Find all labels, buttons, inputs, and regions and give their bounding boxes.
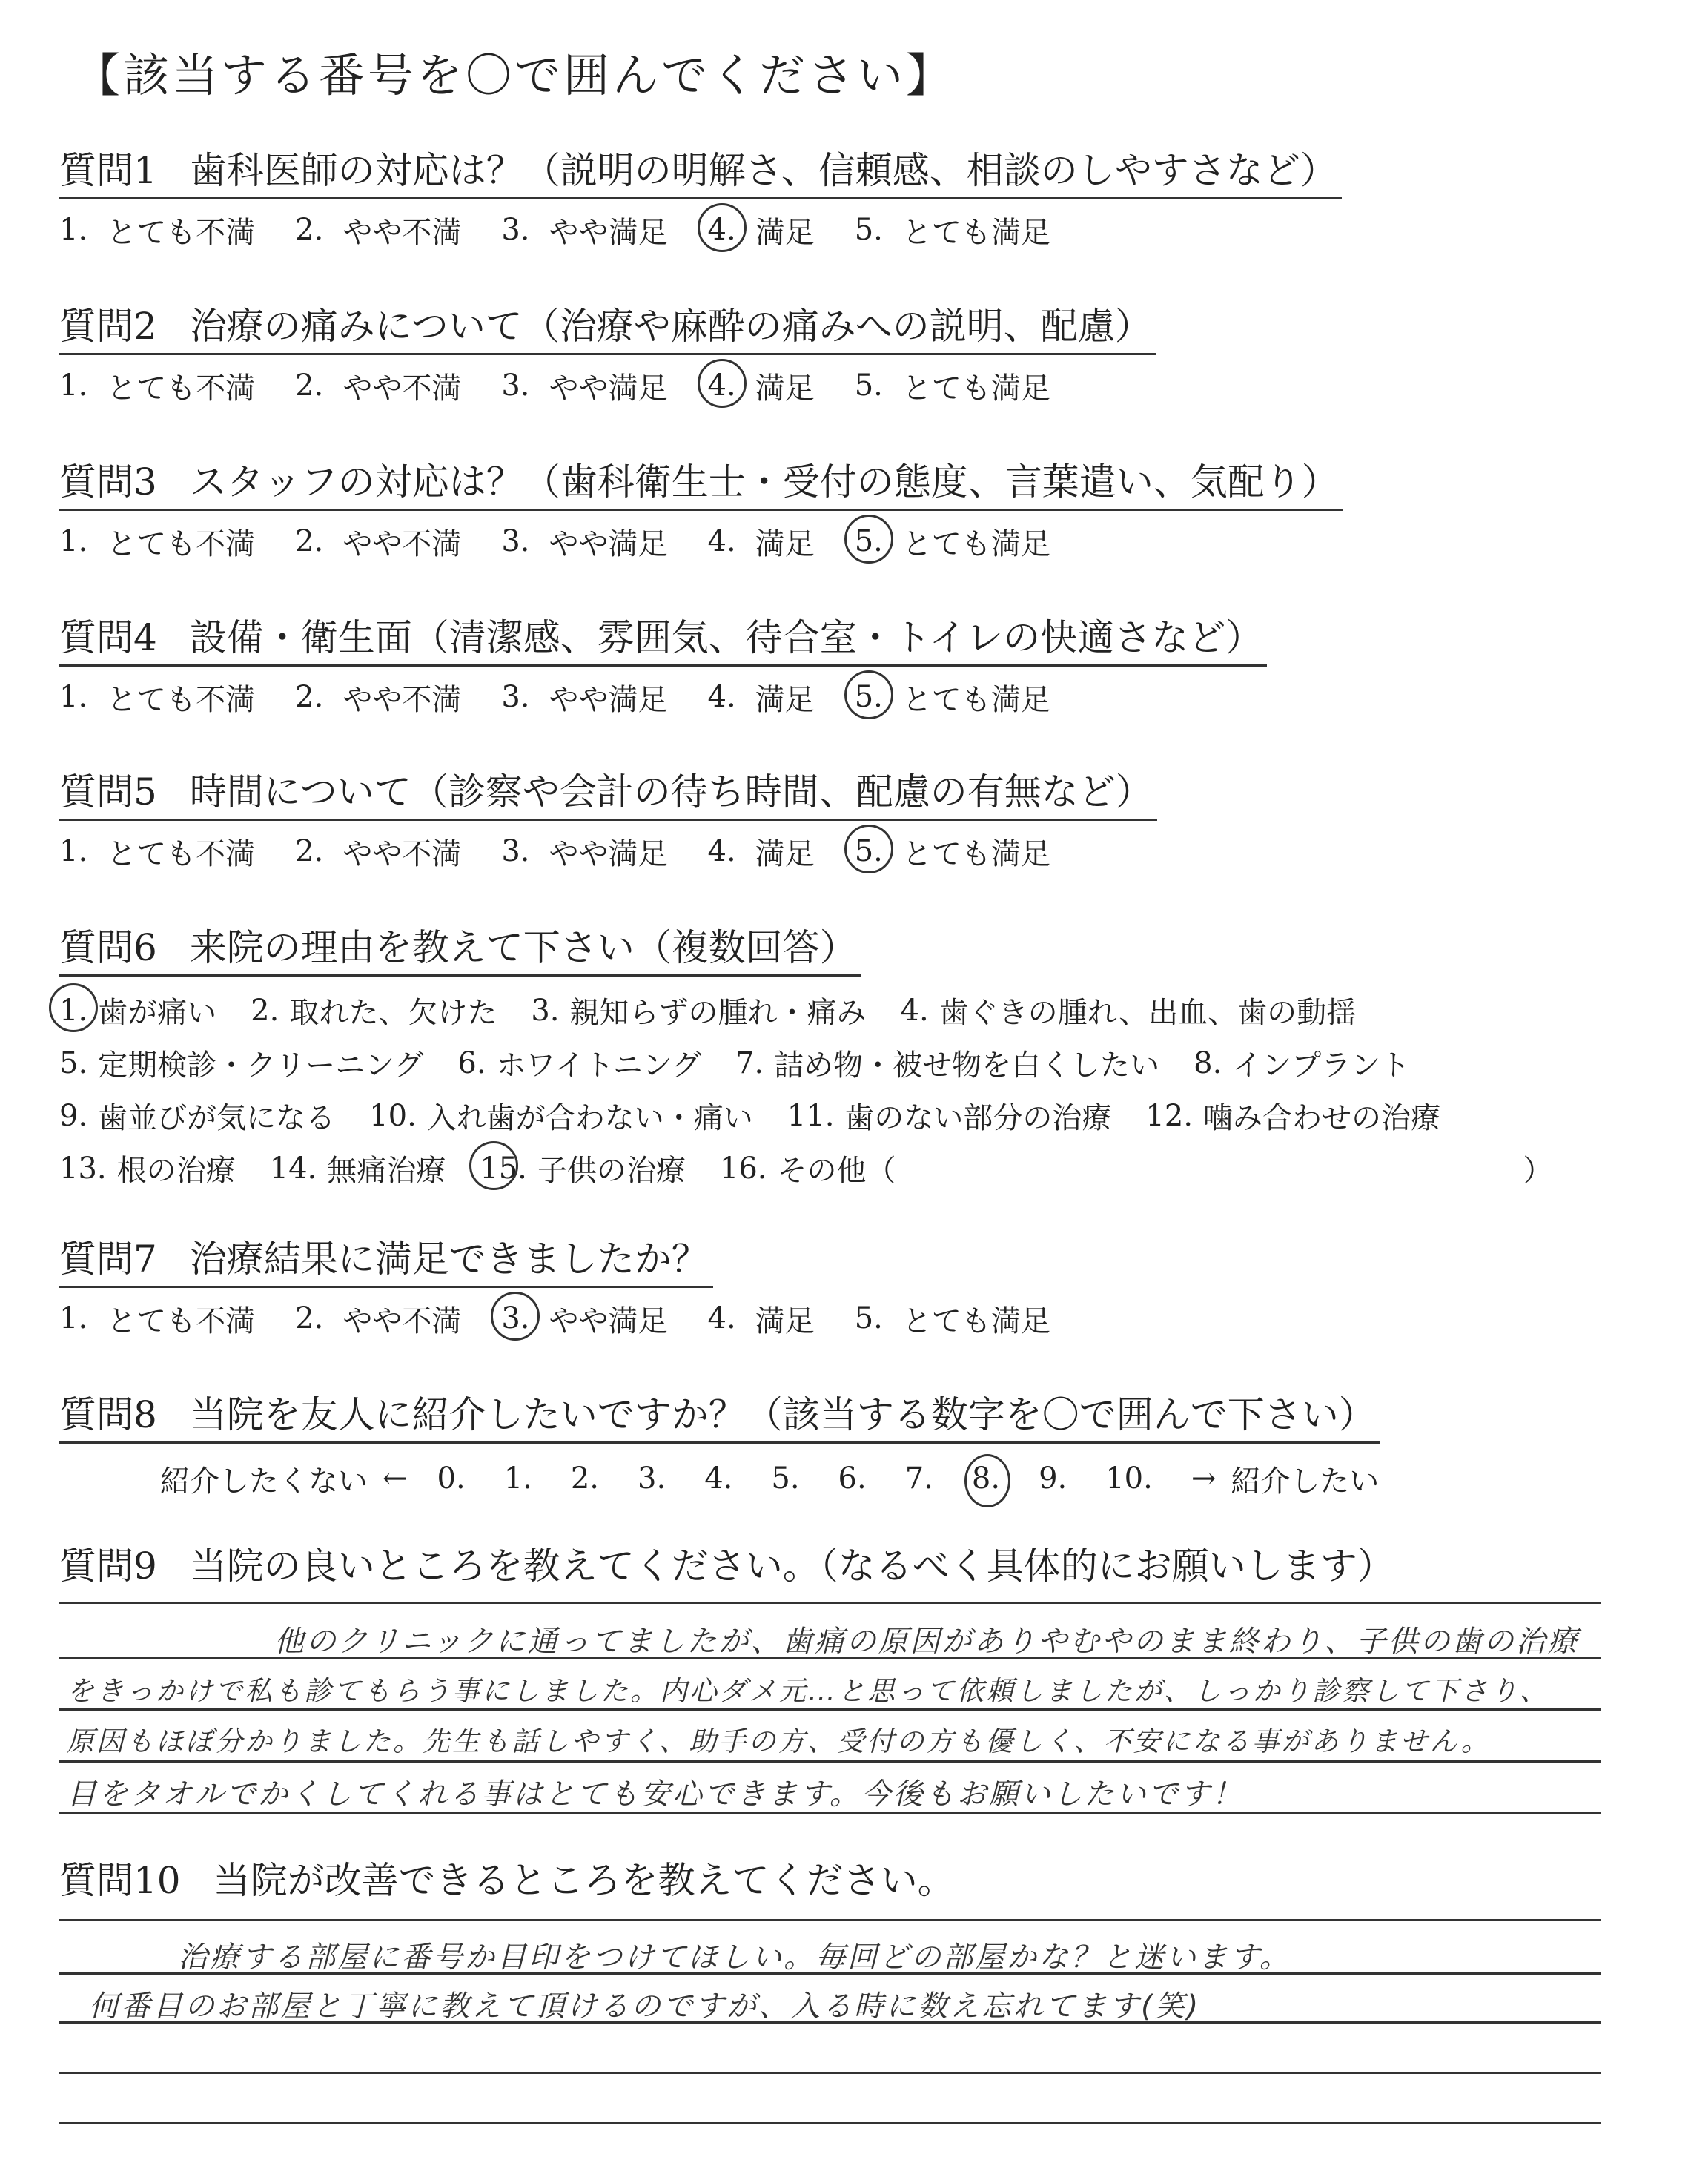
option-label: 満足 <box>755 526 815 561</box>
question-heading <box>59 918 861 977</box>
reason-option[interactable] <box>457 1042 701 1084</box>
question-text: 歯科医師の対応は？（説明の明解さ、信頼感、相談のしやすさなど） <box>189 149 1337 192</box>
option-number: 9. <box>59 1098 88 1133</box>
option-label: インプラント <box>1232 1048 1411 1083</box>
question-number: 質問2 <box>59 305 157 348</box>
option-label: とても不満 <box>107 682 256 717</box>
reason-option[interactable] <box>59 989 216 1031</box>
reason-option[interactable] <box>369 1094 753 1137</box>
reason-option[interactable] <box>1145 1094 1440 1137</box>
answer-option[interactable] <box>708 1298 815 1340</box>
option-label: とても満足 <box>901 682 1050 717</box>
answer-option[interactable] <box>708 676 815 719</box>
answer-option[interactable] <box>855 521 1050 563</box>
option-label: 親知らずの腫れ・痛み <box>569 996 867 1030</box>
option-label: とても不満 <box>107 526 256 561</box>
answer-option[interactable] <box>855 1298 1050 1340</box>
option-label: 根の治療 <box>116 1154 236 1188</box>
option-number: 2. <box>251 993 279 1028</box>
handwritten-answer-line: 原因もほぼ分かりました。先生も話しやすく、助手の方、受付の方も優しく、不安になる事がありません。 <box>67 1725 1491 1757</box>
question-heading <box>59 452 1343 511</box>
reason-option[interactable] <box>531 989 866 1031</box>
option-number: 7. <box>735 1046 764 1080</box>
answer-option[interactable] <box>501 1298 667 1340</box>
reason-option[interactable] <box>270 1147 446 1189</box>
reason-list <box>59 984 1553 1195</box>
option-label: とても満足 <box>901 526 1050 561</box>
option-number: 3. <box>501 680 530 714</box>
reason-row <box>59 984 1553 1037</box>
option-label: 満足 <box>755 215 815 250</box>
option-label: 入れ歯が合わない・痛い <box>426 1101 753 1135</box>
question-text: 当院の良いところを教えてください。（なるべく具体的にお願いします） <box>189 1545 1394 1588</box>
ruled-line <box>59 1708 1601 1711</box>
option-number: 3. <box>501 213 530 247</box>
option-label: 満足 <box>755 1304 815 1338</box>
handwritten-answer-line: 治療する部屋に番号か目印をつけてほしい。毎回どの部屋かな？と迷います。 <box>178 1941 1291 1975</box>
option-number: 3. <box>501 1301 530 1335</box>
question-text: 時間について（診察や会計の待ち時間、配慮の有無など） <box>189 770 1153 813</box>
question-number: 質問6 <box>59 926 157 969</box>
option-label: 詰め物・被せ物を白くしたい <box>774 1048 1160 1083</box>
option-label: とても不満 <box>107 371 256 406</box>
option-number: 4. <box>707 834 736 868</box>
option-label: とても満足 <box>901 1304 1050 1338</box>
handwritten-answer-line: 何番目のお部屋と丁寧に教えて頂けるのですが、入る時に数え忘れてます(笑) <box>89 1989 1201 2024</box>
option-label: やや不満 <box>342 836 462 871</box>
answer-options <box>59 828 1157 874</box>
option-number: 5. <box>854 369 883 403</box>
reason-option[interactable] <box>59 1147 236 1189</box>
option-label: やや不満 <box>342 682 462 717</box>
question-2 <box>59 297 1156 409</box>
reason-row <box>59 1142 1553 1195</box>
option-label: 無痛治療 <box>327 1154 446 1188</box>
question-number: 質問9 <box>59 1545 157 1588</box>
option-number: 12. <box>1145 1098 1194 1133</box>
question-number: 質問8 <box>59 1393 157 1436</box>
answer-option[interactable] <box>59 676 255 719</box>
option-number: 1. <box>59 213 88 247</box>
option-label: 子供の治療 <box>537 1154 686 1188</box>
option-number: 14. <box>269 1151 317 1186</box>
option-label: 歯のない部分の治療 <box>844 1101 1112 1135</box>
question-number: 質問3 <box>59 460 157 503</box>
question-3 <box>59 452 1343 564</box>
option-number: 11. <box>787 1098 835 1133</box>
option-number: 5. <box>854 524 883 558</box>
question-8 <box>59 1385 1380 1503</box>
option-label: 満足 <box>755 836 815 871</box>
option-number: 5. <box>854 213 883 247</box>
option-number: 1. <box>59 993 88 1028</box>
question-text: 当院を友人に紹介したいですか？（該当する数字を〇で囲んで下さい） <box>189 1393 1376 1436</box>
reason-row <box>59 1089 1553 1142</box>
reason-option[interactable] <box>251 989 497 1031</box>
left-arrow-icon: ← <box>383 1462 408 1496</box>
ruled-line <box>59 1919 1601 1921</box>
answer-option[interactable] <box>295 209 461 251</box>
scale-option[interactable]: 4. <box>704 1462 733 1496</box>
answer-options <box>59 1295 1090 1341</box>
ruled-line <box>59 1602 1601 1604</box>
question-heading <box>59 1229 713 1288</box>
option-number: 2. <box>295 213 324 247</box>
question-number: 質問7 <box>59 1238 157 1281</box>
answer-option[interactable] <box>708 365 815 407</box>
option-label: やや満足 <box>549 836 668 871</box>
answer-option[interactable] <box>855 365 1050 407</box>
option-number: 5. <box>59 1046 88 1080</box>
question-text: 設備・衛生面（清潔感、雰囲気、待合室・トイレの快適さなど） <box>189 616 1263 659</box>
answer-option[interactable] <box>59 521 255 563</box>
option-number: 15. <box>480 1151 527 1186</box>
reason-option[interactable] <box>901 989 1357 1031</box>
question-heading <box>59 141 1342 199</box>
handwritten-answer-line: をきっかけで私も診てもらう事にしました。内心ダメ元…と思って依頼しましたが、しっかり診察して下さり、 <box>67 1675 1549 1707</box>
reason-option[interactable] <box>1194 1042 1410 1084</box>
option-number: 4. <box>707 213 736 247</box>
question-heading <box>59 1536 1399 1593</box>
option-label: 歯並びが気になる <box>98 1101 336 1135</box>
option-number: 1. <box>59 1301 88 1335</box>
question-text: 治療結果に満足できましたか？ <box>189 1238 709 1281</box>
option-label: やや不満 <box>342 1304 462 1338</box>
scale-option[interactable]: 6. <box>838 1462 867 1496</box>
question-5 <box>59 762 1157 874</box>
handwritten-answer-line: 目をタオルでかくしてくれる事はとても安心できます。今後もお願いしたいです！ <box>67 1777 1244 1811</box>
question-heading <box>59 297 1156 355</box>
answer-option[interactable] <box>501 365 667 407</box>
answer-option[interactable] <box>855 830 1050 873</box>
page-title: 【該当する番号を〇で囲んでください】 <box>74 48 956 102</box>
answer-options <box>59 674 1267 720</box>
answer-option[interactable] <box>295 365 461 407</box>
answer-option[interactable] <box>59 365 255 407</box>
question-number: 質問10 <box>59 1859 181 1902</box>
option-label: とても不満 <box>107 215 256 250</box>
option-number: 3. <box>531 993 560 1028</box>
question-number: 質問1 <box>59 149 157 192</box>
option-label: やや満足 <box>549 1304 668 1338</box>
question-number: 質問5 <box>59 770 157 813</box>
option-number: 4. <box>707 680 736 714</box>
ruled-line <box>59 2122 1601 2124</box>
option-number: 16. <box>719 1151 767 1186</box>
question-text: 来院の理由を教えて下さい（複数回答） <box>189 926 857 969</box>
option-number: 3. <box>501 369 530 403</box>
scale-right-label: 紹介したい <box>1231 1464 1380 1499</box>
option-number: 1. <box>59 680 88 714</box>
answer-option[interactable] <box>855 676 1050 719</box>
answer-option[interactable] <box>501 676 667 719</box>
answer-option[interactable] <box>708 521 815 563</box>
reason-option[interactable] <box>720 1147 896 1189</box>
scale-option[interactable]: 1. <box>503 1462 532 1496</box>
answer-option[interactable] <box>501 209 667 251</box>
option-number: 4. <box>707 524 736 558</box>
option-label: 満足 <box>755 682 815 717</box>
question-heading <box>59 608 1267 667</box>
answer-option[interactable] <box>708 209 815 251</box>
question-text: スタッフの対応は？（歯科衛生士・受付の態度、言葉遣い、気配り） <box>189 460 1339 503</box>
answer-option[interactable] <box>295 521 461 563</box>
option-number: 2. <box>295 680 324 714</box>
question-9 <box>59 1536 1399 1593</box>
option-label: とても満足 <box>901 371 1050 406</box>
question-heading <box>59 762 1157 821</box>
answer-option[interactable] <box>295 830 461 873</box>
question-7 <box>59 1229 1090 1341</box>
option-number: 4. <box>707 369 736 403</box>
answer-option[interactable] <box>501 830 667 873</box>
option-number: 1. <box>59 834 88 868</box>
option-label: やや満足 <box>549 526 668 561</box>
option-label: ホワイトニング <box>496 1048 701 1083</box>
option-label: とても満足 <box>901 836 1050 871</box>
answer-options <box>59 518 1343 564</box>
right-arrow-icon: → <box>1191 1462 1217 1496</box>
scale-option[interactable]: 2. <box>570 1462 600 1496</box>
question-4 <box>59 608 1267 720</box>
option-label: やや満足 <box>549 371 668 406</box>
option-number: 3. <box>501 524 530 558</box>
option-number: 5. <box>854 1301 883 1335</box>
option-label: やや満足 <box>549 682 668 717</box>
question-text: 当院が改善できるところを教えてください。 <box>213 1859 955 1902</box>
answer-option[interactable] <box>855 209 1050 251</box>
question-1 <box>59 141 1342 253</box>
option-number: 6. <box>457 1046 486 1080</box>
option-label: やや不満 <box>342 371 462 406</box>
option-number: 1. <box>59 369 88 403</box>
scale-option[interactable]: 7. <box>904 1462 933 1496</box>
option-number: 4. <box>707 1301 736 1335</box>
answer-option[interactable] <box>295 676 461 719</box>
reason-option[interactable] <box>59 1094 335 1137</box>
option-label: 歯が痛い <box>98 996 217 1030</box>
option-label: とても不満 <box>107 1304 256 1338</box>
option-label: やや不満 <box>342 526 462 561</box>
option-number: 1. <box>59 524 88 558</box>
question-number: 質問4 <box>59 616 157 659</box>
option-label: 取れた、欠けた <box>289 996 497 1030</box>
option-number: 5. <box>854 834 883 868</box>
answer-option[interactable] <box>59 830 255 873</box>
option-number: 2. <box>295 1301 324 1335</box>
scale-option[interactable]: 5. <box>771 1462 800 1496</box>
answer-options <box>59 363 1156 409</box>
option-label: 噛み合わせの治療 <box>1203 1101 1441 1135</box>
question-text: 治療の痛みについて（治療や麻酔の痛みへの説明、配慮） <box>189 305 1152 348</box>
option-number: 3. <box>501 834 530 868</box>
question-heading <box>59 1851 959 1907</box>
reason-option[interactable] <box>59 1042 423 1084</box>
reason-option[interactable] <box>480 1147 686 1189</box>
option-label: 満足 <box>755 371 815 406</box>
option-number: 2. <box>295 524 324 558</box>
question-6 <box>59 918 1553 1195</box>
answer-option[interactable] <box>59 209 255 251</box>
scale-option[interactable]: 10. <box>1105 1462 1153 1496</box>
ruled-line <box>59 2072 1601 2074</box>
scale-left-label: 紹介したくない <box>160 1464 368 1499</box>
handwritten-answer-line: 他のクリニックに通ってましたが、歯痛の原因がありやむやのまま終わり、子供の歯の治療 <box>274 1625 1580 1659</box>
option-label: 歯ぐきの腫れ、出血、歯の動揺 <box>939 996 1357 1030</box>
other-close-paren: ） <box>1523 1154 1553 1188</box>
scale-option[interactable]: 8. <box>971 1462 1001 1496</box>
question-heading <box>59 1385 1380 1444</box>
answer-option[interactable] <box>59 1298 255 1340</box>
answer-options <box>59 207 1342 253</box>
answer-option[interactable] <box>708 830 815 873</box>
option-number: 2. <box>295 834 324 868</box>
reason-row <box>59 1037 1553 1089</box>
reason-option[interactable] <box>787 1094 1112 1137</box>
option-label: その他（ <box>777 1154 896 1188</box>
option-number: 10. <box>369 1098 417 1133</box>
scale-option[interactable]: 3. <box>638 1462 666 1496</box>
option-number: 5. <box>854 680 883 714</box>
option-number: 4. <box>900 993 929 1028</box>
option-label: やや満足 <box>549 215 668 250</box>
scale-option[interactable]: 0. <box>437 1462 466 1496</box>
option-label: とても不満 <box>107 836 256 871</box>
answer-option[interactable] <box>501 521 667 563</box>
option-number: 2. <box>295 369 324 403</box>
recommend-scale <box>160 1454 1380 1503</box>
ruled-line <box>59 1760 1601 1763</box>
option-label: 定期検診・クリーニング <box>98 1048 424 1083</box>
option-label: やや不満 <box>342 215 462 250</box>
option-label: とても満足 <box>901 215 1050 250</box>
scale-option[interactable]: 9. <box>1039 1462 1068 1496</box>
reason-option[interactable] <box>735 1042 1159 1084</box>
question-10 <box>59 1851 959 1907</box>
answer-option[interactable] <box>295 1298 461 1340</box>
option-number: 13. <box>59 1151 107 1186</box>
option-number: 8. <box>1194 1046 1222 1080</box>
